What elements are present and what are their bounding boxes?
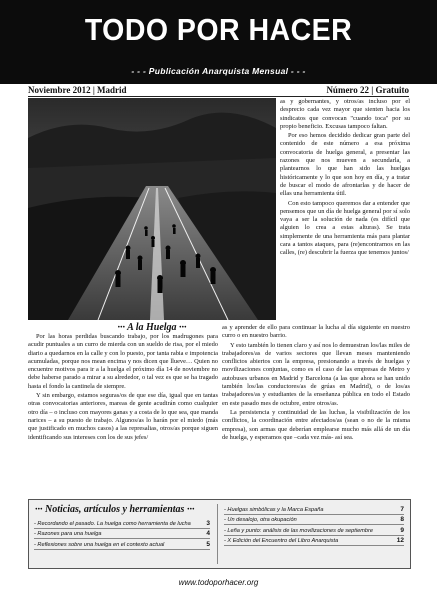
website-link[interactable]: www.todoporhacer.org [178,578,259,587]
contents-item[interactable] [34,529,210,540]
paragraph: Con esto tampoco queremos dar a entender que pensemos que un día de huelga general por sí solo vaya a ser la solución de nada (es difícil que alguien lo crea a estas alturas). Se trata simplemente de una herramienta más para plantar cara a tantos ataques, para (re)encontrarnos en las calles, (re) descubrir la fuerza que tenemos juntos/ [280,199,410,257]
contents-item-page: 5 [206,540,210,548]
contents-item[interactable] [34,539,210,550]
photo-illustration [28,98,276,320]
contents-item-title: - Recordando el pasado. La huelga como herramienta de lucha [34,520,191,527]
newspaper-title: TODO POR HACER [84,12,353,47]
issue-number: Número 22 | Gratuito [326,85,409,95]
contents-item-page: 8 [400,516,404,523]
newspaper-subtitle: - - - Publicación Anarquista Mensual - - - [131,66,306,76]
contents-item-title: - Reflexiones sobre una huelga en el contexto actual [34,541,165,548]
table-of-contents [28,499,411,569]
contents-item-page: 4 [206,530,210,537]
road-protest-photo [28,98,276,320]
contents-item-title: - Razones para una huelga [34,531,102,537]
paragraph: Y esto también lo tienen claro y así nos lo demuestran los/las miles de trabajadores/as de varios sectores que llevan meses manteniendo conflictos abiertos con la empresa, presionando a través de huelgas y movilizaciones conjuntas, como es el caso de las empresas de Metro y autobuses urbanos en Madrid y Barcelona (a las que ahora se han unido también los/las conductores/as de grúas en Madrid), o de los/as trabajadores/as y estudiantes de la enseñanza pública en todo el Estado en este pasado mes de octubre, entre otros/as. [222,341,410,407]
contents-left-list [34,518,210,550]
article-headline: ··· A la Huelga ··· [117,322,187,333]
contents-right-list [224,504,404,546]
paragraph: Y sin embargo, estamos seguras/os de que ese día, igual que en tantas otras convocatorias anteriores, mareas de gente acudirán como cualquier otro día – o incluso con mayores ganas y a costa de lo que sea, que manda narices – a su puesto de trabajo. Algunos/as lo harán por el miedo (más que justificado en muchos casos) a las represalias, otros/as porque siguen identificando sus intereses con los de sus jefes/ [28,392,218,441]
contents-heading: ··· Noticias, artículos y herramientas ··· [35,504,195,515]
contents-item-page: 7 [400,505,404,513]
masthead [0,0,437,84]
paragraph: as y gobernantes, y otros/as incluso por el desprecio cada vez mayor que sienten hacia los sindicatos que convocan "cuando toca" por su propio beneficio. Excusas tampoco faltan. [280,98,410,130]
contents-item-page: 9 [400,526,404,534]
article-left-column [28,333,218,443]
paragraph: as y aprender de ello para continuar la lucha al día siguiente en nuestro curro o en nuestro barrio. [222,324,410,340]
contents-item-page: 12 [396,537,404,544]
contents-item-page: 3 [206,519,210,527]
issue-date: Noviembre 2012 | Madrid [28,85,127,95]
contents-item[interactable] [34,518,210,529]
contents-item[interactable] [224,504,404,515]
header-rule [28,96,409,97]
article-middle-column [222,324,410,443]
contents-item-title: - X Edición del Encuentro del Libro Anarquista [224,538,339,544]
article-right-column [280,98,410,259]
contents-item-title: - Huelgas simbólicas y la Marca España [224,506,324,513]
contents-item[interactable] [224,515,404,526]
contents-item-title: - Leña y punto: análisis de las movilizaciones de septiembre [224,527,373,534]
contents-item[interactable] [224,536,404,547]
contents-divider [217,504,218,564]
contents-item-title: - Un desalojo, otra okupación [224,517,297,523]
paragraph: La persistencia y continuidad de las luchas, la visibilización de los conflictos, la coordinación entre afectados/as (sean o no de la misma empresa), son armas que deberían emplearse mucho más allá de un día de huelga, y esperamos que –cada vez más- así sea. [222,408,410,441]
paragraph: Por las horas perdidas buscando trabajo, por los madrugones para acudir puntuales a un curro de mierda con un sueldo de risa, por el miedo diario a quedarnos en la calle y con lo puesto, por tanta rabia e impotencia acumuladas, porque nos mean encima y nos dicen que llueve… Quien no encuentre motivos para ir a la huelga el próximo día 14 de noviembre no debe haberse parado a mirar a su alrededor, o tal vez es que se ha tragado hasta el fondo la cantinela de siempre. [28,333,218,390]
contents-item[interactable] [224,525,404,536]
paragraph: Por eso hemos decidido dedicar gran parte del contenido de este número a esa próxima convocatoria de huelga general, a presentar las razones que nos mueven a secundarla, a plantearnos lo que han sido las huelgas históricamente y lo que son hoy en día, y a tratar de buscar el modo de afrontarlas y de hacer de ellas una herramienta útil. [280,132,410,198]
